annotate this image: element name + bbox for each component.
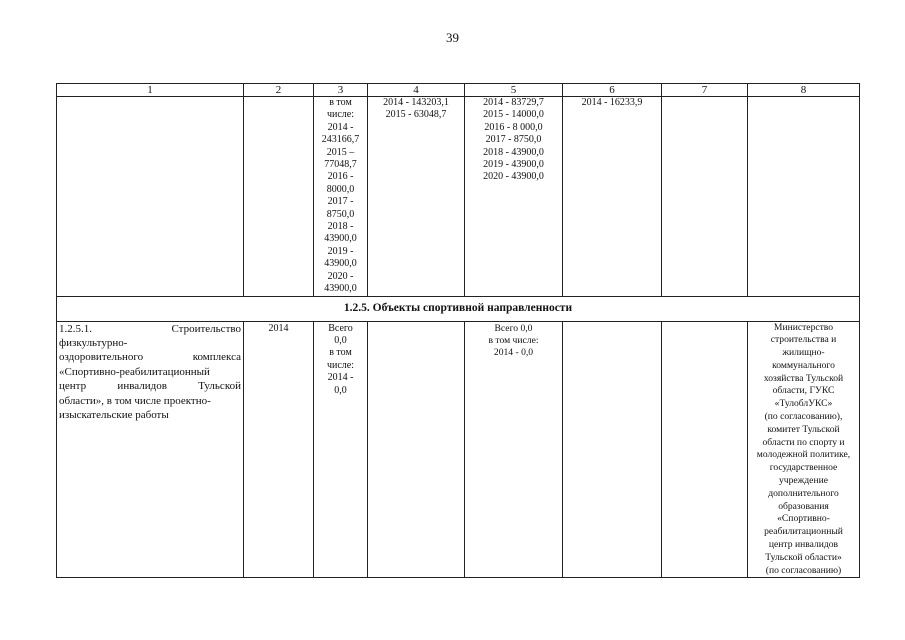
cell-line: центр инвалидов Тульской bbox=[59, 380, 241, 393]
cell-line: Всего 0,0 bbox=[494, 322, 533, 334]
cell-line: 8000,0 bbox=[326, 183, 355, 195]
cell-line: 2020 - 43900,0 bbox=[483, 171, 544, 183]
cell-line: дополнительного bbox=[768, 487, 839, 499]
cell-line: жилищно- bbox=[782, 347, 825, 359]
cell-line: Всего bbox=[328, 322, 353, 334]
funding-cell bbox=[368, 97, 465, 297]
cell-line: 243166,7 bbox=[321, 134, 360, 146]
cell-line: 2020 - bbox=[327, 270, 354, 282]
cell-line: области», в том числе проектно- bbox=[59, 394, 211, 407]
column-number: 4 bbox=[368, 84, 465, 97]
cell-line: 2017 - bbox=[327, 196, 354, 208]
cell-line: изыскательские работы bbox=[59, 408, 169, 421]
cell-line: 2019 - bbox=[327, 245, 354, 257]
cell-line: числе: bbox=[326, 109, 355, 121]
column-number: 1 bbox=[57, 84, 244, 97]
cell-line: 2014 - 143203,1 bbox=[383, 97, 449, 108]
cell-line: 2014 - bbox=[327, 372, 354, 384]
total-funding-cell bbox=[314, 321, 368, 578]
column-number: 3 bbox=[314, 84, 368, 97]
cell-line: государственное bbox=[769, 462, 838, 474]
cell-line: в том числе: bbox=[488, 334, 539, 346]
cell-line: 2019 - 43900,0 bbox=[483, 159, 544, 171]
cell-line: 2014 - bbox=[327, 121, 354, 133]
table-cell bbox=[368, 321, 465, 578]
cell-line: 2018 - bbox=[327, 221, 354, 233]
cell-line: области, ГУКС bbox=[772, 385, 835, 397]
cell-line: 2015 - 14000,0 bbox=[483, 109, 544, 121]
year-cell: 2014 bbox=[244, 321, 314, 578]
cell-line: в том bbox=[329, 347, 352, 359]
cell-line: (по согласованию), bbox=[764, 411, 843, 423]
cell-line: 0,0 bbox=[334, 384, 347, 396]
program-table bbox=[56, 83, 860, 578]
column-number: 2 bbox=[244, 84, 314, 97]
cell-line: комитет Тульской bbox=[767, 423, 840, 435]
cell-line: 0,0 bbox=[334, 334, 347, 346]
cell-line: 2014 - 0,0 bbox=[493, 346, 534, 358]
column-number-row bbox=[57, 84, 860, 97]
column-number: 8 bbox=[748, 84, 860, 97]
cell-line: 2015 - 63048,7 bbox=[385, 109, 447, 121]
cell-line: в том bbox=[329, 97, 352, 108]
cell-line: «ТулоблУКС» bbox=[774, 398, 833, 410]
cell-line: Министерство bbox=[773, 321, 834, 333]
column-number: 5 bbox=[465, 84, 563, 97]
cell-line: 2016 - 8 000,0 bbox=[484, 121, 543, 133]
table-cell bbox=[244, 97, 314, 297]
cell-line: области по спорту и bbox=[762, 436, 845, 448]
column-number: 6 bbox=[563, 84, 662, 97]
table-cell bbox=[748, 97, 860, 297]
responsible-agency-cell bbox=[748, 321, 860, 578]
cell-line: оздоровительного комплекса bbox=[59, 351, 241, 364]
cell-line: реабилитационный bbox=[764, 526, 843, 538]
column-number: 7 bbox=[662, 84, 748, 97]
cell-line: 2017 - 8750,0 bbox=[485, 134, 542, 146]
section-title: 1.2.5. Объекты спортивной направленности bbox=[57, 296, 860, 321]
cell-line: 1.2.5.1. Строительство bbox=[59, 322, 241, 335]
cell-line: молодежной политике, bbox=[756, 449, 851, 461]
cell-line: хозяйства Тульской bbox=[763, 372, 844, 384]
cell-line: физкультурно- bbox=[59, 336, 128, 349]
total-funding-cell bbox=[314, 97, 368, 297]
table-row bbox=[57, 321, 860, 578]
cell-line: коммунального bbox=[772, 359, 835, 371]
measure-description-cell bbox=[57, 321, 244, 578]
cell-line: 43900,0 bbox=[324, 233, 357, 245]
page-number: 39 bbox=[446, 30, 459, 45]
cell-line: 2018 - 43900,0 bbox=[483, 146, 544, 158]
cell-line: образования bbox=[778, 500, 829, 512]
cell-line: 2014 - 16233,9 bbox=[581, 97, 643, 108]
cell-line: 43900,0 bbox=[324, 283, 357, 295]
table-cell bbox=[57, 97, 244, 297]
funding-cell bbox=[563, 97, 662, 297]
cell-line: числе: bbox=[326, 359, 355, 371]
table-cell bbox=[662, 97, 748, 297]
cell-line: 2016 - bbox=[327, 171, 354, 183]
cell-line: (по согласованию) bbox=[765, 564, 842, 576]
cell-line: 8750,0 bbox=[326, 208, 355, 220]
cell-line: центр инвалидов bbox=[768, 539, 839, 551]
cell-line: Тульской области» bbox=[765, 551, 842, 563]
funding-cell bbox=[465, 321, 563, 578]
cell-line: 77048,7 bbox=[324, 159, 357, 171]
table-row bbox=[57, 97, 860, 297]
table-cell bbox=[563, 321, 662, 578]
table-cell bbox=[662, 321, 748, 578]
cell-line: «Спортивно-реабилитационный bbox=[59, 365, 210, 378]
section-row bbox=[57, 296, 860, 321]
cell-line: 2015 – bbox=[326, 146, 355, 158]
cell-line: 2014 - 83729,7 bbox=[483, 97, 544, 108]
cell-line: строительства и bbox=[770, 334, 837, 346]
cell-line: 43900,0 bbox=[324, 258, 357, 270]
funding-cell bbox=[465, 97, 563, 297]
cell-line: «Спортивно- bbox=[777, 513, 830, 525]
cell-line: учреждение bbox=[779, 475, 828, 487]
